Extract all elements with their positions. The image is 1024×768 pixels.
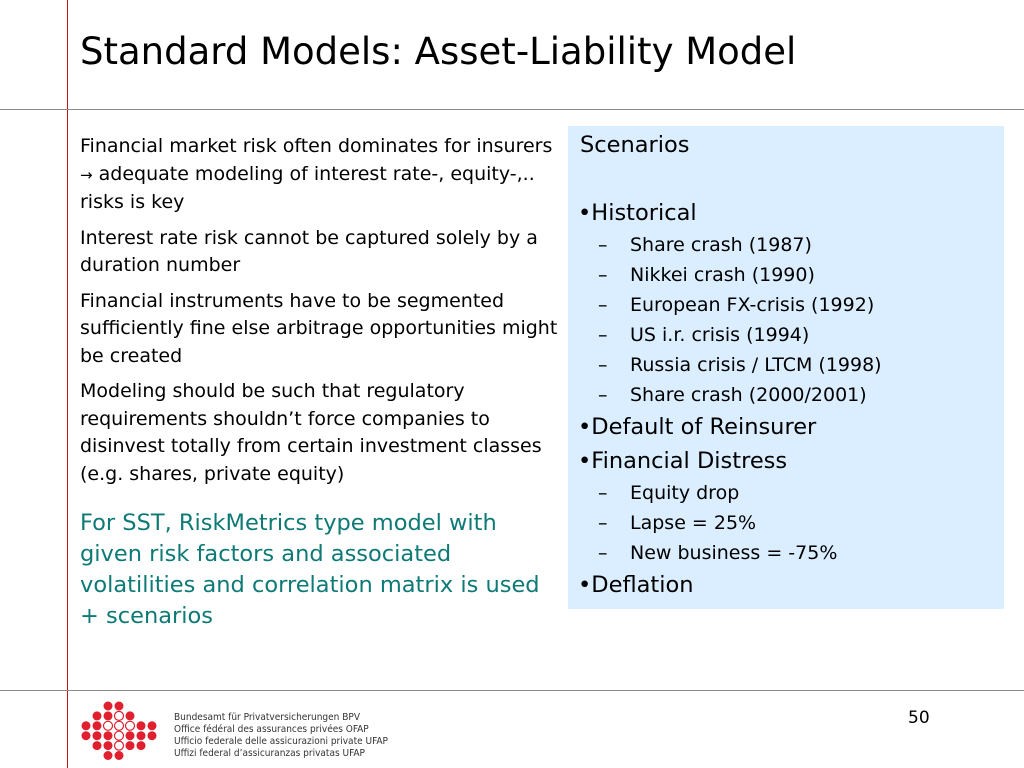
sub-item: – US i.r. crisis (1994) bbox=[578, 320, 998, 350]
org-line-rm: Uffizi federal d’assicuranzas privatas UFAP bbox=[174, 748, 365, 759]
logo-dot bbox=[137, 721, 146, 730]
logo-dot bbox=[104, 731, 113, 740]
org-line-fr: Office fédéral des assurances privées OFAP bbox=[174, 724, 369, 735]
page-number: 50 bbox=[908, 708, 930, 728]
sub-item: – Lapse = 25% bbox=[578, 508, 998, 538]
paragraph-market-risk-end: adequate modeling of interest rate-, equity-,.. risks is key bbox=[80, 162, 535, 213]
dash-icon: – bbox=[598, 234, 608, 256]
scenario-item-deflation: •Deflation bbox=[578, 572, 694, 598]
sub-item: – Equity drop bbox=[578, 478, 998, 508]
logo-dot bbox=[115, 711, 124, 720]
logo-dot bbox=[126, 731, 135, 740]
logo-dot bbox=[104, 711, 113, 720]
logo-dot bbox=[115, 751, 124, 760]
logo-dot bbox=[126, 711, 135, 720]
historical-sublist bbox=[578, 230, 998, 410]
paragraph-market-risk-start: Financial market risk often dominates for insurers bbox=[80, 135, 553, 157]
scenarios-list bbox=[578, 196, 998, 602]
logo-dot bbox=[93, 741, 102, 750]
sub-item: – Nikkei crash (1990) bbox=[578, 260, 998, 290]
logo-dot bbox=[148, 731, 157, 740]
bullet-icon: • bbox=[578, 200, 592, 226]
left-column bbox=[80, 133, 558, 640]
paragraph-instruments: Financial instruments have to be segmented sufficiently fine else arbitrage opportunities might be created bbox=[80, 289, 558, 367]
dash-icon: – bbox=[598, 294, 608, 316]
sst-highlight-text: For SST, RiskMetrics type model with given risk factors and associated volatilities and correlation matrix is used + scenarios bbox=[80, 510, 540, 629]
logo-dot bbox=[104, 741, 113, 750]
logo-dot bbox=[115, 702, 124, 711]
org-line-de: Bundesamt für Privatversicherungen BPV bbox=[174, 712, 360, 723]
logo-dot bbox=[137, 741, 146, 750]
logo-dot bbox=[93, 711, 102, 720]
dash-icon: – bbox=[598, 264, 608, 286]
sub-item: – Share crash (2000/2001) bbox=[578, 380, 998, 410]
vertical-accent-rule bbox=[67, 0, 68, 768]
dash-icon: – bbox=[598, 482, 608, 504]
swiss-federal-cross-logo-icon bbox=[80, 700, 160, 760]
logo-dot bbox=[93, 731, 102, 740]
logo-dot bbox=[115, 721, 124, 730]
scenarios-title: Scenarios bbox=[580, 132, 690, 158]
footer-divider bbox=[0, 690, 1024, 691]
bullet-icon: • bbox=[578, 414, 592, 440]
sub-item: – New business = -75% bbox=[578, 538, 998, 568]
logo-dot bbox=[104, 702, 113, 711]
logo-dot bbox=[126, 721, 135, 730]
logo-dot bbox=[104, 721, 113, 730]
paragraph-market-risk bbox=[80, 133, 558, 217]
scenario-item-default-reinsurer: •Default of Reinsurer bbox=[578, 414, 817, 440]
logo-dot bbox=[126, 741, 135, 750]
bullet-icon: • bbox=[578, 572, 592, 598]
logo-dot bbox=[115, 731, 124, 740]
logo-dot bbox=[137, 731, 146, 740]
logo-dot bbox=[148, 721, 157, 730]
org-line-it: Ufficio federale delle assicurazioni private UFAP bbox=[174, 736, 388, 747]
right-arrow-icon: → bbox=[80, 165, 93, 184]
dash-icon: – bbox=[598, 512, 608, 534]
logo-dot bbox=[82, 721, 91, 730]
dash-icon: – bbox=[598, 324, 608, 346]
paragraph-modeling: Modeling should be such that regulatory requirements shouldn’t force companies to disinvest totally from certain investment classes (e.g. shares, private equity) bbox=[80, 380, 542, 485]
header-divider bbox=[0, 109, 1024, 110]
scenarios-box bbox=[568, 126, 1004, 609]
slide-title: Standard Models: Asset-Liability Model bbox=[80, 30, 797, 73]
sub-item: – European FX-crisis (1992) bbox=[578, 290, 998, 320]
logo-dot bbox=[115, 741, 124, 750]
logo-dot bbox=[104, 751, 113, 760]
bullet-icon: • bbox=[578, 448, 592, 474]
scenario-item-financial-distress: •Financial Distress – Equity drop – Lapse = 25% – New business = -75% bbox=[578, 444, 998, 568]
sub-item: – Russia crisis / LTCM (1998) bbox=[578, 350, 998, 380]
issuing-office-block bbox=[174, 712, 388, 760]
logo-dot bbox=[93, 721, 102, 730]
sub-item: – Share crash (1987) bbox=[578, 230, 998, 260]
paragraph-interest-rate: Interest rate risk cannot be captured solely by a duration number bbox=[80, 226, 538, 276]
logo-dot bbox=[82, 731, 91, 740]
dash-icon: – bbox=[598, 384, 608, 406]
dash-icon: – bbox=[598, 354, 608, 376]
distress-sublist bbox=[578, 478, 998, 568]
scenario-item-historical: •Historical – Share crash (1987) – Nikkei crash (1990) – European FX-crisis (1992) – US i.r. crisis (1994) – Russia crisis / LTCM (1998) – Share crash (2000/2001) bbox=[578, 196, 998, 410]
dash-icon: – bbox=[598, 542, 608, 564]
